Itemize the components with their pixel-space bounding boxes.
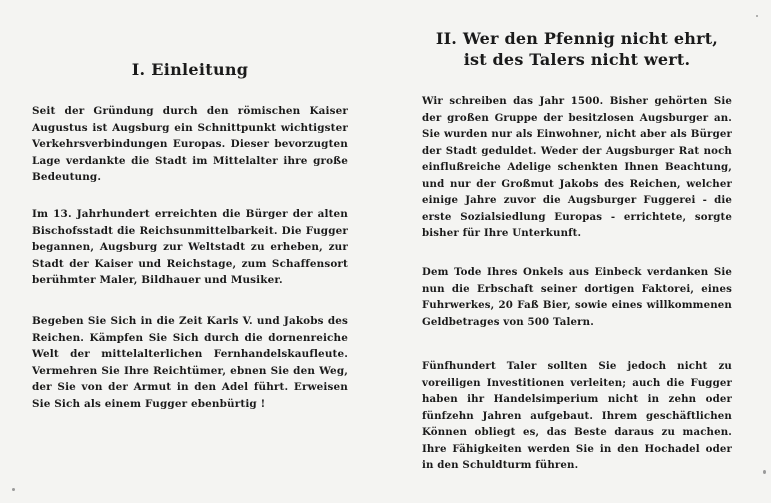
paragraph: Dem Tode Ihres Onkels aus Einbeck verdanken Sie nun die Erbschaft seiner dortigen Faktorei, eines Fuhrwerkes, 20 Faß Bier, sowie eines willkommenen Geldbetrages von 500 Talern. (422, 266, 732, 328)
section-title-line: II. Wer den Pfennig nicht ehrt, (435, 29, 719, 48)
scan-speck (763, 470, 766, 474)
scan-speck (12, 488, 15, 491)
paragraph: Begeben Sie Sich in die Zeit Karls V. und Jakobs des Reichen. Kämpfen Sie Sich durch die dornenreiche Welt der mittelalterlichen Fernhandelskaufleute. Vermehren Sie Ihre Reichtümer, ebnen Sie den Weg, der Sie von der Armut in den Adel führt. Erweisen Sie Sich als einem Fugger ebenbürtig ! (32, 315, 348, 410)
paragraph: Im 13. Jahrhundert erreichten die Bürger der alten Bischofsstadt die Reichsunmittelbarkeit. Die Fugger begannen, Augsburg zur Weltstadt zu erheben, zur Stadt der Kaiser und Reichstage, zum Schaffensort berühmter Maler, Bildhauer und Musiker. (32, 208, 348, 286)
paragraph: Wir schreiben das Jahr 1500. Bisher gehörten Sie der großen Gruppe der besitzlosen Augsburger an. Sie wurden nur als Einwohner, nicht aber als Bürger der Stadt geduldet. Weder der Augsburger Rat noch einflußreiche Adelige schenkten Ihnen Beachtung, und nur der Großmut Jakobs des Reichen, welcher einige Jahre zuvor die Augsburger Fuggerei - die erste Sozialsiedlung Europas - errichtete, sorgte bisher für Ihre Unterkunft. (422, 95, 732, 239)
section-title-pfennig (422, 28, 732, 70)
section-title-line: ist des Talers nicht wert. (463, 50, 691, 69)
paragraph: Seit der Gründung durch den römischen Kaiser Augustus ist Augsburg ein Schnittpunkt wichtigster Verkehrsverbindungen Europas. Dieser bevorzugten Lage verdankte die Stadt im Mittelalter ihre große Bedeutung. (32, 105, 348, 183)
paragraph: Fünfhundert Taler sollten Sie jedoch nicht zu voreiligen Investitionen verleiten; auch die Fugger haben ihr Handelsimperium nicht in zehn oder fünfzehn Jahren aufgebaut. Ihrem geschäftlichen Können obliegt es, das Beste daraus zu machen. Ihre Fähigkeiten werden Sie in den Hochadel oder in den Schuldturm führen. (422, 360, 732, 471)
scan-speck (756, 15, 758, 17)
section-title-einleitung: I. Einleitung (131, 60, 249, 79)
